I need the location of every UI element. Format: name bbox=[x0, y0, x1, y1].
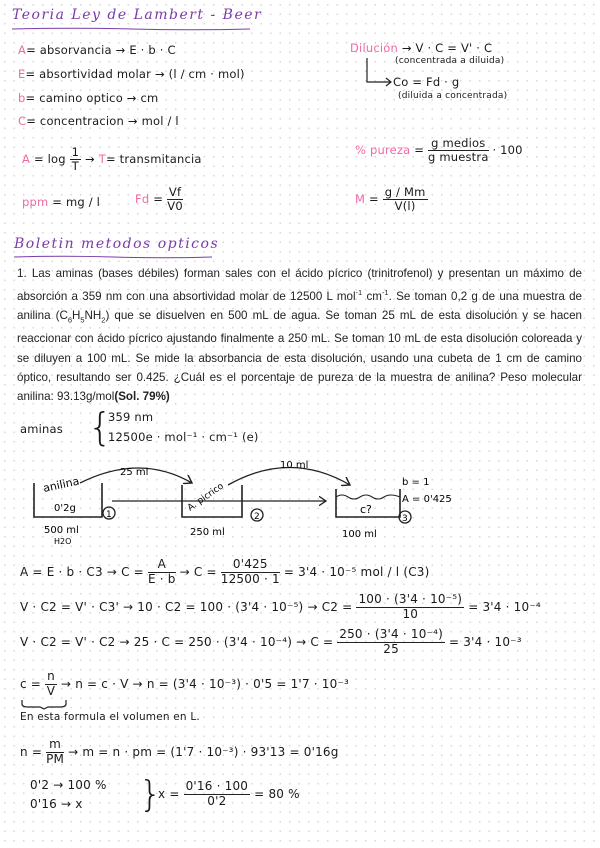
fraction-den: PM bbox=[46, 751, 65, 766]
rule-value: 0'16 bbox=[30, 797, 58, 811]
subscript: 6 bbox=[67, 315, 72, 325]
step-2-number: 2 bbox=[254, 512, 260, 522]
fraction bbox=[383, 186, 428, 213]
arrow-icon: → bbox=[154, 67, 165, 81]
def-symbol: b bbox=[18, 91, 26, 105]
beaker-1-mass: 0'2g bbox=[54, 503, 76, 514]
closing-brace-icon: } bbox=[139, 774, 162, 815]
fraction-den: 10 bbox=[402, 606, 419, 621]
fraction bbox=[428, 137, 489, 164]
molarity-eq: = bbox=[368, 192, 379, 207]
path-length-value: b = 1 bbox=[402, 477, 430, 488]
step-3-number: 3 bbox=[402, 514, 408, 524]
fraction-den: g muestra bbox=[427, 150, 489, 165]
superscript: -1 bbox=[381, 288, 389, 298]
dilution-eq: V · C = V' · C bbox=[415, 41, 493, 55]
absorbance-log-formula bbox=[22, 146, 202, 173]
fraction-num: n bbox=[47, 669, 55, 683]
arrow-icon: → bbox=[401, 41, 412, 55]
beaker-1-volume: 500 ml bbox=[44, 525, 79, 536]
liquid-surface bbox=[336, 495, 400, 499]
fraction bbox=[148, 558, 176, 587]
equation-text: A = E · b · C3 → C = bbox=[20, 564, 144, 579]
def-rhs: cm bbox=[140, 91, 159, 105]
fraction-den: 12500 · 1 bbox=[220, 571, 280, 586]
beaker-1-label: anilina bbox=[41, 474, 81, 495]
transmittance-symbol: T bbox=[98, 152, 106, 167]
fraction-num: Vf bbox=[168, 185, 182, 199]
beaker-3-label: c? bbox=[360, 503, 372, 516]
wavelength-value: 359 nm bbox=[108, 410, 154, 424]
fraction-den: E · b bbox=[147, 571, 176, 586]
equation-4 bbox=[20, 670, 349, 699]
equation-1 bbox=[20, 558, 430, 587]
beaker-2-volume: 250 ml bbox=[190, 527, 225, 538]
equation-text: → m = n · pm = (1'7 · 10⁻³) · 93'13 = 0'16g bbox=[68, 744, 339, 759]
rule-value: → x bbox=[61, 797, 83, 811]
def-symbol: E bbox=[18, 67, 26, 81]
title-underline bbox=[12, 27, 252, 31]
volume-note: En esta formula el volumen en L. bbox=[20, 711, 200, 723]
fraction-num: 0'16 · 100 bbox=[185, 779, 249, 793]
problem-text: ) que se disuelven en 500 mL de agua. Se toman 25 mL de esta disolución y se hacen reaccionar con ácido pícrico ajustando finalmente a 250 mL. Se toman 10 mL de esta disolución coloreada y se diluyen a 100 mL. Se mide la absorbancia de esta disolución, usando una cubeta de 1 cm de camino óptico, resultando ser 0.425. ¿Cuál es el porcentaje de pureza de la muestra de anilina? Peso molecular anilina: 93.13g/mol bbox=[17, 309, 582, 403]
dilution-formula bbox=[350, 41, 492, 55]
superscript: -1 bbox=[355, 288, 363, 298]
problem-answer: (Sol. 79%) bbox=[114, 389, 170, 403]
equation-result: = 3'4 · 10⁻⁴ bbox=[468, 599, 541, 614]
formula-text: H bbox=[72, 309, 81, 323]
def-text: = camino optico bbox=[25, 91, 123, 105]
fraction-num: 250 · (3'4 · 10⁻⁴) bbox=[339, 627, 444, 641]
ppm-eq: = mg / l bbox=[52, 195, 101, 209]
arrow-icon: → bbox=[115, 43, 126, 57]
transfer-2-label: 10 ml bbox=[280, 460, 309, 471]
fraction-num: g medios bbox=[428, 137, 489, 151]
underbrace-icon bbox=[20, 698, 70, 710]
fraction bbox=[70, 146, 82, 173]
subscript: 5 bbox=[80, 315, 85, 325]
formula-text: NH bbox=[84, 309, 102, 323]
fraction bbox=[46, 738, 64, 767]
rule-result bbox=[158, 780, 300, 809]
absortivity-value: 12500e · mol⁻¹ · cm⁻¹ (e) bbox=[108, 430, 259, 444]
purity-formula bbox=[355, 137, 523, 164]
fraction bbox=[356, 593, 464, 622]
def-symbol: A bbox=[18, 43, 27, 57]
equation-result: = 3'4 · 10⁻³ bbox=[449, 634, 522, 649]
fraction bbox=[221, 558, 280, 587]
bulletin-title: Boletin metodos opticos bbox=[14, 236, 220, 252]
equation-text: n = bbox=[20, 744, 43, 759]
def-text: = absortividad molar bbox=[25, 67, 152, 81]
rule-value: 0'2 bbox=[30, 778, 50, 792]
def-path bbox=[18, 91, 158, 105]
fraction bbox=[184, 780, 251, 809]
equation-text: x = bbox=[158, 786, 180, 801]
aminas-label: aminas bbox=[20, 422, 63, 436]
fraction-num: 1 bbox=[71, 145, 80, 159]
fd-eq: = bbox=[153, 192, 164, 207]
arrow-icon: → bbox=[126, 91, 137, 105]
transmittance-text: = transmitancia bbox=[105, 152, 202, 167]
step-1-number: 1 bbox=[106, 510, 112, 520]
fd-formula bbox=[135, 186, 183, 213]
purity-eq: = bbox=[414, 143, 425, 158]
fraction-den: 25 bbox=[383, 641, 399, 656]
def-text: = concentracion bbox=[26, 114, 124, 128]
beaker-1-solvent: H2O bbox=[54, 537, 72, 545]
purity-label: % pureza bbox=[355, 143, 411, 158]
molarity-label: M bbox=[355, 192, 366, 207]
problem-text: . Se toman 0,2 g de una muestra de anilina (C bbox=[17, 289, 582, 323]
fraction bbox=[45, 670, 57, 699]
arrow-icon: → bbox=[85, 152, 95, 167]
rule-row-2 bbox=[30, 797, 83, 811]
def-concentration bbox=[18, 114, 179, 128]
beaker-2-label: A. picrico bbox=[185, 481, 226, 514]
problem-text: cm bbox=[362, 289, 382, 303]
fraction-num: 0'425 bbox=[221, 558, 280, 573]
fraction-num: m bbox=[46, 738, 64, 753]
fraction-den: V(l) bbox=[394, 199, 416, 214]
dilution-eq-2: Co = Fd · g bbox=[393, 75, 460, 89]
brace-icon: { bbox=[88, 405, 113, 449]
equation-text: c = bbox=[20, 676, 42, 691]
fraction-den: 0'2 bbox=[207, 793, 227, 808]
bulletin-underline bbox=[14, 255, 214, 259]
fraction-den: T bbox=[71, 159, 79, 174]
equation-3 bbox=[20, 628, 522, 657]
rule-row-1 bbox=[30, 778, 107, 792]
purity-tail: · 100 bbox=[492, 143, 523, 158]
dilution-note-1: (concentrada a diluida) bbox=[395, 56, 505, 66]
equation-text: V · C2 = V' · C2 → 25 · C = 250 · (3'4 · 10⁻⁴) → C = bbox=[20, 634, 334, 649]
equation-text: V · C2 = V' · C3' → 10 · C2 = 100 · (3'4 · 10⁻⁵) → C2 = bbox=[20, 599, 353, 614]
ppm-label: ppm bbox=[22, 195, 49, 209]
ppm-formula bbox=[22, 195, 100, 209]
def-absortivity bbox=[18, 67, 245, 81]
fraction-num: g / Mm bbox=[384, 185, 426, 199]
fraction bbox=[167, 186, 183, 213]
rule-value: → 100 % bbox=[53, 778, 107, 792]
dilution-note-2: (diluida a concentrada) bbox=[398, 91, 508, 101]
def-absorbance bbox=[18, 43, 176, 57]
fraction-num: 100 · (3'4 · 10⁻⁵) bbox=[358, 592, 463, 606]
dilution-label: Dilución bbox=[350, 41, 398, 55]
equation-5 bbox=[20, 738, 339, 767]
fraction-num: A bbox=[148, 558, 176, 573]
theory-title: Teoria Ley de Lambert - Beer bbox=[12, 7, 263, 23]
def-symbol: C bbox=[18, 114, 27, 128]
problem-text: 1. Las aminas (bases débiles) forman sales con el ácido pícrico (trinitrofenol) y presentan un máximo de absorción a 359 nm con una absortividad molar de 12500 L mol bbox=[17, 267, 582, 303]
formula-symbol: A bbox=[22, 152, 31, 167]
dilution-branch-arrow bbox=[364, 56, 396, 90]
absorbance-value: A = 0'425 bbox=[402, 494, 452, 505]
problem-statement bbox=[17, 264, 582, 406]
def-text: = absorvancia bbox=[26, 43, 112, 57]
def-rhs: mol / l bbox=[141, 114, 179, 128]
fd-label: Fd bbox=[135, 192, 150, 207]
equation-result: = 3'4 · 10⁻⁵ mol / l (C3) bbox=[283, 564, 430, 579]
fraction-den: V bbox=[46, 683, 56, 698]
dilution-diagram bbox=[20, 455, 480, 545]
equation-2 bbox=[20, 593, 541, 622]
fraction bbox=[337, 628, 445, 657]
fraction-den: V0 bbox=[167, 199, 183, 214]
def-rhs: E · b · C bbox=[129, 43, 176, 57]
equation-text: → n = c · V → n = (3'4 · 10⁻³) · 0'5 = 1'7 · 10⁻³ bbox=[60, 676, 350, 691]
def-rhs: (l / cm · mol) bbox=[168, 67, 245, 81]
transfer-1-label: 25 ml bbox=[120, 467, 149, 478]
arrow-icon: → bbox=[127, 114, 138, 128]
formula-eq: = log bbox=[33, 152, 66, 167]
molarity-formula bbox=[355, 186, 428, 213]
equation-result: = 80 % bbox=[254, 786, 300, 801]
equation-text: → C = bbox=[179, 564, 217, 579]
beaker-3-volume: 100 ml bbox=[342, 529, 377, 540]
subscript: 2 bbox=[101, 315, 106, 325]
